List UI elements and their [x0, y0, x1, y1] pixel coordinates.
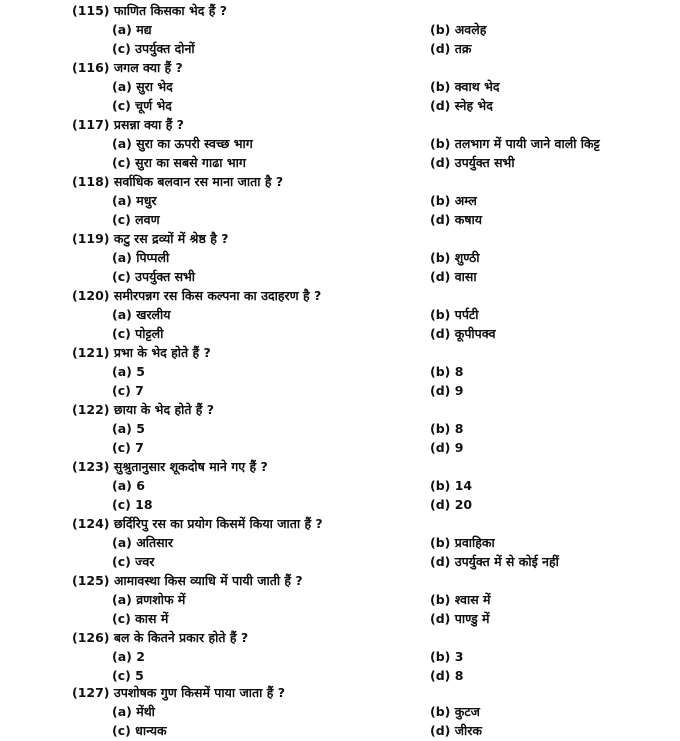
question-125 [72, 572, 672, 629]
question-number: (117) [72, 117, 110, 132]
option-a: (a) खरलीय [112, 307, 171, 322]
question-number: (123) [72, 459, 110, 474]
option-b: (b) अवलेह [430, 22, 487, 37]
question-text [72, 2, 227, 19]
option-c: (c) 5 [112, 668, 144, 683]
option-d: (d) 8 [430, 668, 464, 683]
option-c: (c) चूर्ण भेद [112, 98, 172, 113]
option-c: (c) ज्वर [112, 554, 155, 569]
option-d: (d) पाण्डु में [430, 611, 490, 626]
option-d: (d) वासा [430, 269, 477, 284]
option-b: (b) पर्पटी [430, 307, 479, 322]
question-123 [72, 458, 672, 515]
option-b: (b) तलभाग में पायी जाने वाली किट्ट [430, 136, 600, 151]
option-c: (c) लवण [112, 212, 160, 227]
question-text [72, 629, 248, 646]
option-d: (d) 9 [430, 440, 464, 455]
option-c: (c) उपर्युक्त सभी [112, 269, 196, 284]
option-d: (d) तक्र [430, 41, 472, 56]
option-b: (b) प्रवाहिका [430, 535, 495, 550]
question-124 [72, 515, 672, 572]
option-c: (c) उपर्युक्त दोनों [112, 41, 195, 56]
question-body: प्रभा के भेद होते हैं ? [113, 345, 211, 360]
question-body: छर्दिरिपु रस का प्रयोग किसमें किया जाता हैं ? [113, 516, 323, 531]
question-number: (122) [72, 402, 110, 417]
question-body: सर्वाधिक बलवान रस माना जाता है ? [113, 174, 284, 189]
question-115 [72, 2, 672, 59]
option-d: (d) 20 [430, 497, 473, 512]
question-121 [72, 344, 672, 401]
question-body: जगल क्या हैं ? [113, 60, 183, 75]
question-text [72, 515, 323, 532]
question-text [72, 230, 228, 247]
question-number: (121) [72, 345, 110, 360]
question-text [72, 344, 211, 361]
question-body: फाणित किसका भेद हैं ? [113, 3, 228, 18]
option-a: (a) मधुर [112, 193, 157, 208]
option-d: (d) उपर्युक्त सभी [430, 155, 515, 170]
option-c: (c) 7 [112, 440, 144, 455]
option-d: (d) कूपीपक्व [430, 326, 496, 341]
option-b: (b) कुटज [430, 704, 480, 719]
question-118 [72, 173, 672, 230]
option-d: (d) स्नेह भेद [430, 98, 493, 113]
option-c: (c) सुरा का सबसे गाढा भाग [112, 155, 246, 170]
option-b: (b) क्वाथ भेद [430, 79, 500, 94]
option-c: (c) कास में [112, 611, 169, 626]
option-d: (d) जीरक [430, 723, 482, 738]
question-body: छाया के भेद होते हैं ? [113, 402, 215, 417]
option-a: (a) 5 [112, 421, 145, 436]
question-117 [72, 116, 672, 173]
question-body: समीरपन्नग रस किस कल्पना का उदाहरण है ? [113, 288, 322, 303]
option-c: (c) धान्यक [112, 723, 167, 738]
question-120 [72, 287, 672, 344]
option-a: (a) अतिसार [112, 535, 173, 550]
question-number: (125) [72, 573, 110, 588]
question-116 [72, 59, 672, 116]
option-b: (b) 3 [430, 649, 464, 664]
option-b: (b) 8 [430, 364, 464, 379]
option-a: (a) 5 [112, 364, 145, 379]
question-text [72, 401, 214, 418]
question-body: प्रसन्ना क्या हैं ? [113, 117, 184, 132]
question-number: (120) [72, 288, 110, 303]
option-d: (d) कषाय [430, 212, 483, 227]
question-126 [72, 629, 672, 686]
question-number: (124) [72, 516, 110, 531]
question-122 [72, 401, 672, 458]
question-body: आमावस्था किस व्याधि में पायी जाती हैं ? [113, 573, 303, 588]
option-a: (a) पिप्पली [112, 250, 170, 265]
question-number: (115) [72, 3, 110, 18]
option-b: (b) 14 [430, 478, 473, 493]
question-number: (127) [72, 685, 110, 700]
option-a: (a) मद्य [112, 22, 152, 37]
question-number: (118) [72, 174, 110, 189]
option-a: (a) मेंथी [112, 704, 155, 719]
option-c: (c) 7 [112, 383, 144, 398]
option-d: (d) 9 [430, 383, 464, 398]
question-text [72, 116, 184, 133]
option-a: (a) सुरा भेद [112, 79, 173, 94]
question-body: बल के कितने प्रकार होते हैं ? [113, 630, 249, 645]
option-a: (a) 2 [112, 649, 145, 664]
option-a: (a) 6 [112, 478, 145, 493]
question-text [72, 59, 183, 76]
option-a: (a) व्रणशोफ में [112, 592, 186, 607]
question-127 [72, 684, 672, 741]
option-d: (d) उपर्युक्त में से कोई नहीं [430, 554, 559, 569]
option-b: (b) श्वास में [430, 592, 491, 607]
question-body: उपशोषक गुण किसमें पाया जाता हैं ? [113, 685, 285, 700]
option-b: (b) अम्ल [430, 193, 477, 208]
option-c: (c) पोट्टली [112, 326, 164, 341]
option-b: (b) शुण्ठी [430, 250, 480, 265]
question-body: कटु रस द्रव्यों में श्रेष्ठ है ? [113, 231, 229, 246]
option-b: (b) 8 [430, 421, 464, 436]
question-text [72, 572, 303, 589]
option-c: (c) 18 [112, 497, 153, 512]
option-a: (a) सुरा का ऊपरी स्वच्छ भाग [112, 136, 253, 151]
question-number: (119) [72, 231, 110, 246]
question-text [72, 287, 321, 304]
question-text [72, 458, 268, 475]
question-number: (116) [72, 60, 110, 75]
question-body: सुश्रुतानुसार शूकदोष माने गए हैं ? [113, 459, 268, 474]
question-119 [72, 230, 672, 287]
question-number: (126) [72, 630, 110, 645]
question-text [72, 684, 285, 701]
question-text [72, 173, 283, 190]
